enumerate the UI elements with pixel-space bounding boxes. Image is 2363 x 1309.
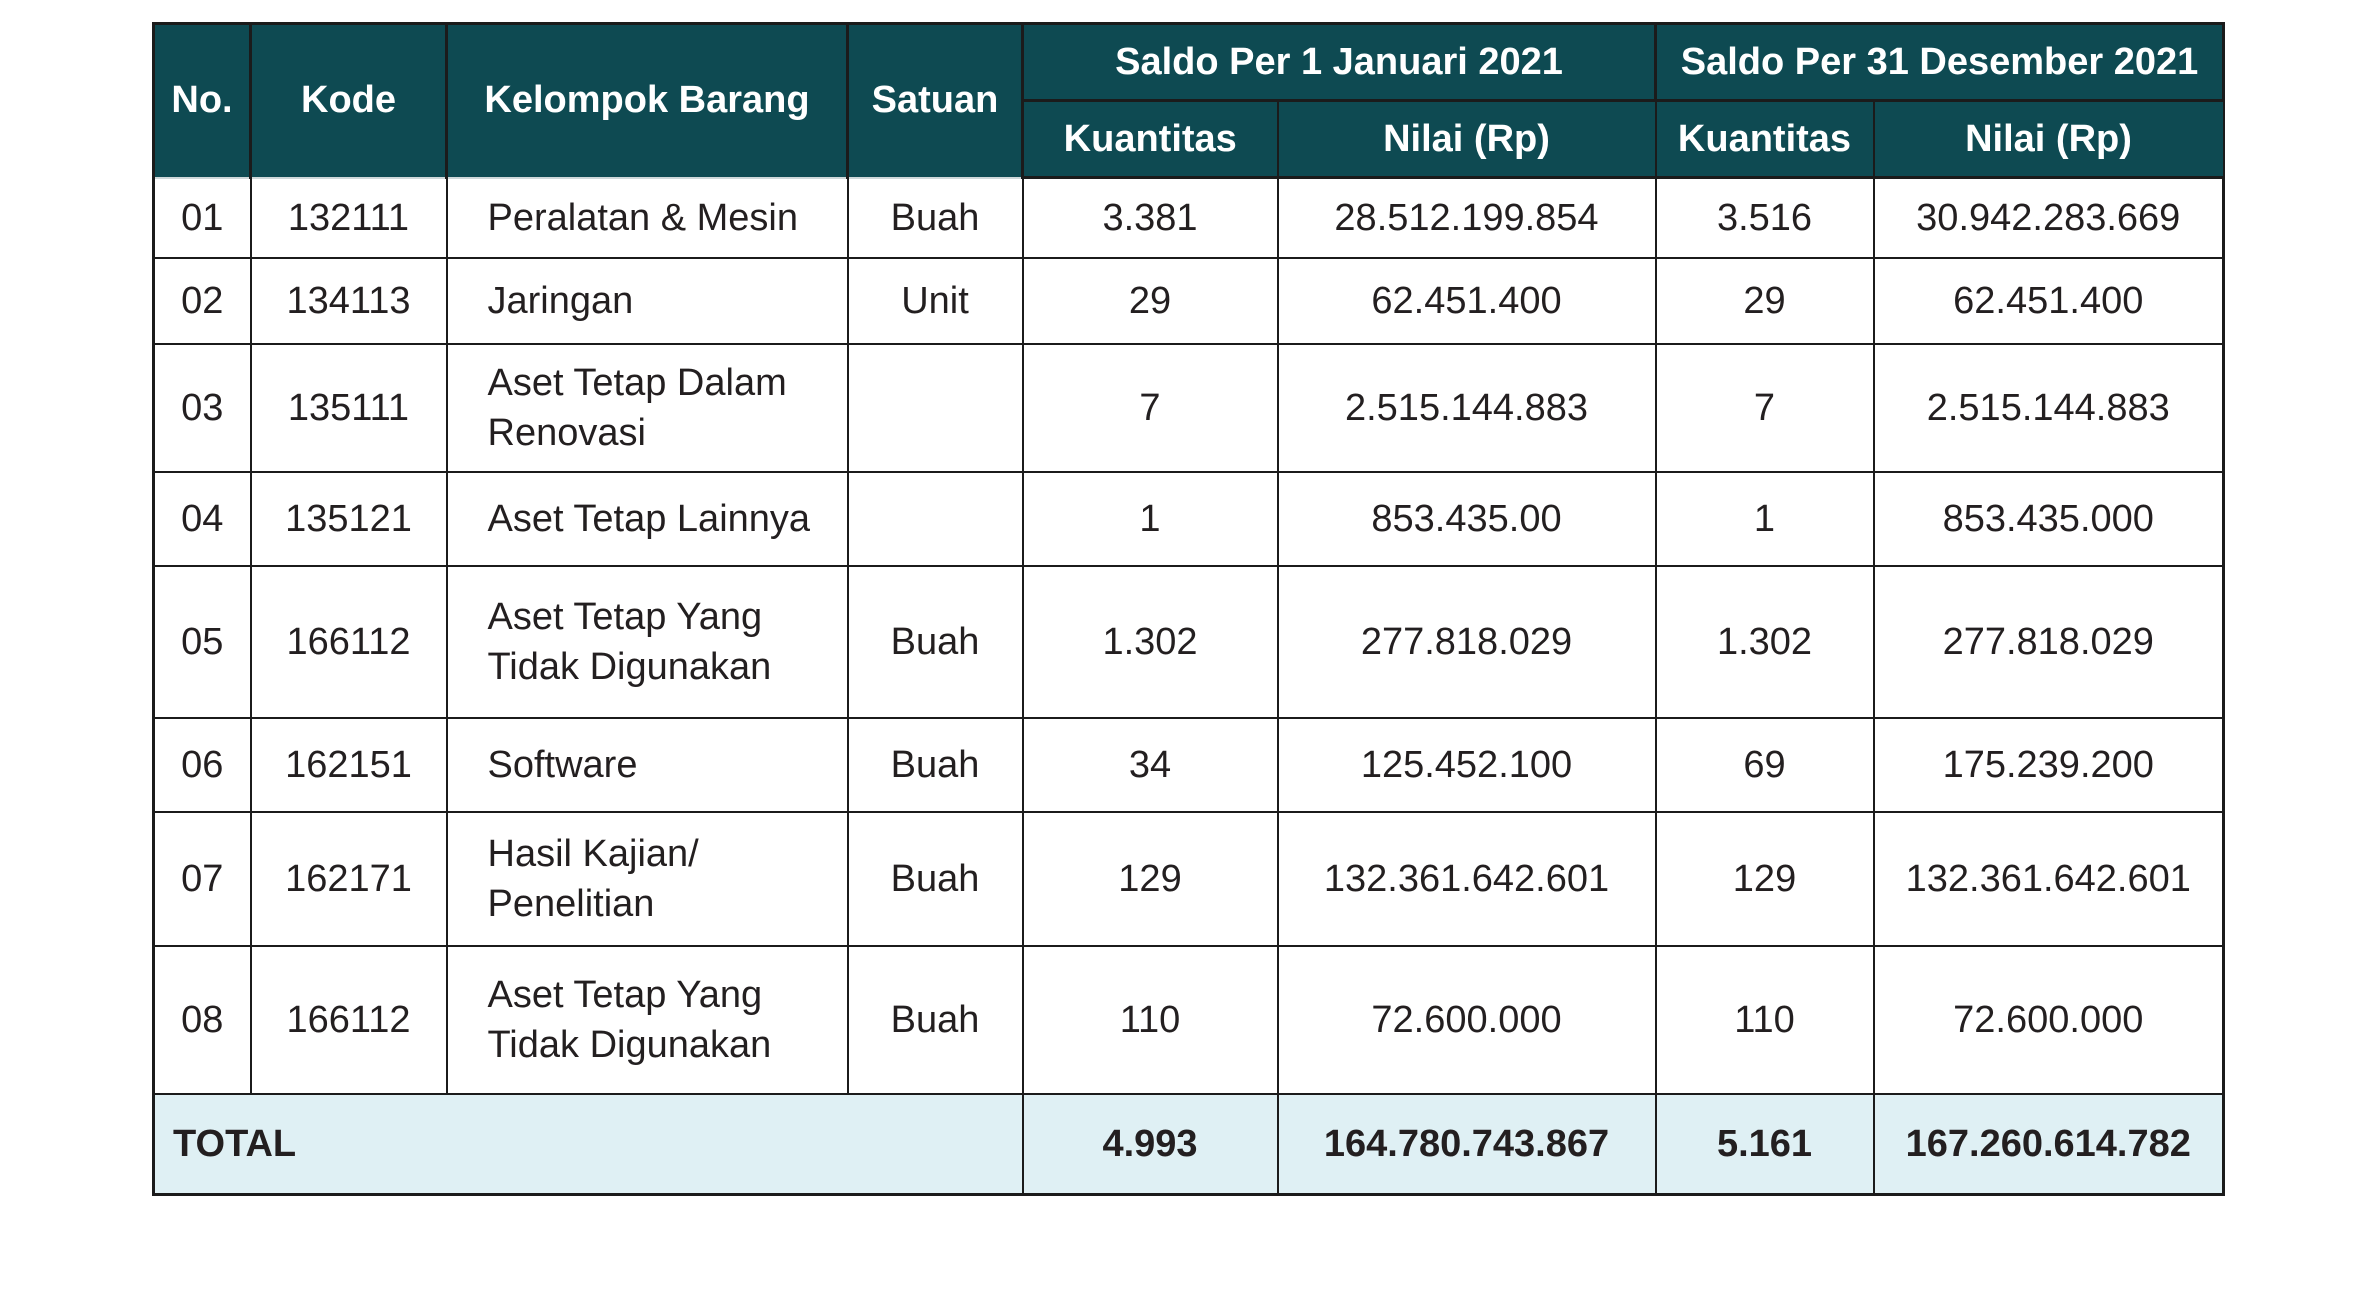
table-row (154, 472, 2224, 566)
cell-kuantitas-awal: 1.302 (1023, 566, 1278, 718)
cell-no: 08 (154, 946, 251, 1094)
cell-nilai-akhir: 2.515.144.883 (1874, 344, 2224, 472)
cell-kuantitas-akhir: 7 (1656, 344, 1874, 472)
cell-kode: 162171 (251, 812, 447, 946)
cell-satuan: Buah (848, 566, 1023, 718)
cell-satuan: Buah (848, 946, 1023, 1094)
cell-kuantitas-akhir: 3.516 (1656, 178, 1874, 258)
cell-nilai-awal: 2.515.144.883 (1278, 344, 1656, 472)
cell-kelompok-line2: Tidak Digunakan (487, 1023, 772, 1066)
header-saldo-akhir: Saldo Per 31 Desember 2021 (1656, 24, 2224, 101)
total-kuantitas-awal: 4.993 (1023, 1094, 1278, 1195)
cell-kelompok: Peralatan & Mesin (447, 178, 848, 258)
cell-kode: 134113 (251, 258, 447, 344)
cell-kelompok (447, 566, 848, 718)
cell-satuan: Unit (848, 258, 1023, 344)
cell-satuan: Buah (848, 718, 1023, 812)
cell-kuantitas-awal: 129 (1023, 812, 1278, 946)
cell-kuantitas-akhir: 1 (1656, 472, 1874, 566)
asset-balance-table (152, 22, 2225, 1196)
cell-nilai-akhir: 132.361.642.601 (1874, 812, 2224, 946)
header-row-top (154, 24, 2224, 101)
cell-kelompok: Aset Tetap Lainnya (447, 472, 848, 566)
total-nilai-akhir: 167.260.614.782 (1874, 1094, 2224, 1195)
cell-nilai-awal: 62.451.400 (1278, 258, 1656, 344)
cell-satuan: Buah (848, 178, 1023, 258)
cell-kelompok-line1: Aset Tetap Yang (487, 595, 763, 638)
cell-kelompok-line1: Aset Tetap Dalam (487, 361, 787, 404)
cell-nilai-awal: 277.818.029 (1278, 566, 1656, 718)
header-kuantitas-awal: Kuantitas (1023, 101, 1278, 178)
cell-kuantitas-awal: 7 (1023, 344, 1278, 472)
cell-satuan (848, 472, 1023, 566)
cell-kuantitas-akhir: 110 (1656, 946, 1874, 1094)
cell-kode: 132111 (251, 178, 447, 258)
header-nilai-akhir: Nilai (Rp) (1874, 101, 2224, 178)
cell-nilai-akhir: 62.451.400 (1874, 258, 2224, 344)
cell-kuantitas-akhir: 69 (1656, 718, 1874, 812)
table-row (154, 344, 2224, 472)
cell-no: 04 (154, 472, 251, 566)
header-no: No. (154, 24, 251, 178)
cell-kelompok-line2: Penelitian (487, 882, 655, 925)
cell-satuan (848, 344, 1023, 472)
cell-no: 07 (154, 812, 251, 946)
cell-nilai-akhir: 277.818.029 (1874, 566, 2224, 718)
cell-kelompok-line1: Hasil Kajian/ (487, 832, 699, 875)
total-nilai-awal: 164.780.743.867 (1278, 1094, 1656, 1195)
cell-nilai-akhir: 853.435.000 (1874, 472, 2224, 566)
cell-kelompok-line2: Tidak Digunakan (487, 645, 772, 688)
cell-kuantitas-akhir: 129 (1656, 812, 1874, 946)
cell-kuantitas-akhir: 29 (1656, 258, 1874, 344)
cell-satuan: Buah (848, 812, 1023, 946)
cell-nilai-akhir: 175.239.200 (1874, 718, 2224, 812)
cell-kelompok-line1: Aset Tetap Yang (487, 973, 763, 1016)
header-kelompok-barang: Kelompok Barang (447, 24, 848, 178)
cell-no: 01 (154, 178, 251, 258)
cell-kelompok: Jaringan (447, 258, 848, 344)
cell-kelompok: Software (447, 718, 848, 812)
cell-nilai-awal: 853.435.00 (1278, 472, 1656, 566)
cell-kelompok-line2: Renovasi (487, 411, 646, 454)
cell-kode: 166112 (251, 946, 447, 1094)
cell-no: 06 (154, 718, 251, 812)
cell-kuantitas-akhir: 1.302 (1656, 566, 1874, 718)
cell-nilai-awal: 72.600.000 (1278, 946, 1656, 1094)
cell-kelompok (447, 344, 848, 472)
cell-nilai-akhir: 30.942.283.669 (1874, 178, 2224, 258)
cell-kuantitas-awal: 34 (1023, 718, 1278, 812)
table-row (154, 718, 2224, 812)
total-label: TOTAL (154, 1094, 1023, 1195)
table-body (154, 178, 2224, 1195)
total-kuantitas-akhir: 5.161 (1656, 1094, 1874, 1195)
header-nilai-awal: Nilai (Rp) (1278, 101, 1656, 178)
table-row (154, 258, 2224, 344)
cell-kode: 135121 (251, 472, 447, 566)
header-kuantitas-akhir: Kuantitas (1656, 101, 1874, 178)
cell-nilai-awal: 132.361.642.601 (1278, 812, 1656, 946)
cell-nilai-awal: 125.452.100 (1278, 718, 1656, 812)
cell-kelompok (447, 812, 848, 946)
cell-kuantitas-awal: 3.381 (1023, 178, 1278, 258)
table-row (154, 812, 2224, 946)
header-kode: Kode (251, 24, 447, 178)
cell-kuantitas-awal: 110 (1023, 946, 1278, 1094)
table-row (154, 566, 2224, 718)
table-header (154, 24, 2224, 178)
cell-no: 03 (154, 344, 251, 472)
cell-no: 02 (154, 258, 251, 344)
header-saldo-awal: Saldo Per 1 Januari 2021 (1023, 24, 1656, 101)
table-row (154, 946, 2224, 1094)
cell-nilai-akhir: 72.600.000 (1874, 946, 2224, 1094)
table-row (154, 178, 2224, 258)
cell-kode: 162151 (251, 718, 447, 812)
cell-nilai-awal: 28.512.199.854 (1278, 178, 1656, 258)
cell-kuantitas-awal: 1 (1023, 472, 1278, 566)
cell-no: 05 (154, 566, 251, 718)
cell-kelompok (447, 946, 848, 1094)
total-row (154, 1094, 2224, 1195)
cell-kode: 135111 (251, 344, 447, 472)
cell-kode: 166112 (251, 566, 447, 718)
cell-kuantitas-awal: 29 (1023, 258, 1278, 344)
header-satuan: Satuan (848, 24, 1023, 178)
